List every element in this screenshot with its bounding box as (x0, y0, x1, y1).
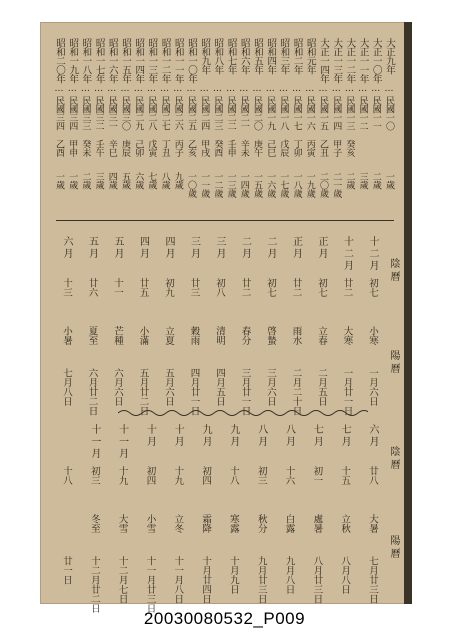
age-cell: 一歲 (67, 172, 78, 189)
age-cell: 六歲 (133, 172, 144, 189)
lunar-day: 十六 (283, 466, 295, 485)
leader-dots: … (80, 84, 91, 94)
solar-date: 十月九日 (227, 556, 239, 594)
month-label: 十一月 (88, 424, 100, 460)
lunar-day: 十一 (112, 278, 123, 297)
roc-year: 民國三二 壬午 (93, 96, 104, 157)
age-cell: 四歲 (106, 172, 117, 189)
solar-date: 十一月廿三日 (144, 556, 156, 613)
era-name: 大正一四年 (318, 38, 329, 83)
lunar-day: 十八 (61, 466, 72, 485)
side-label-solar-bottom: 陽曆 (388, 535, 399, 561)
wavy-divider (118, 408, 368, 418)
solar-term: 春分 (239, 326, 251, 345)
age-cell: 三歲 (93, 172, 104, 189)
month-label: 七月 (339, 424, 351, 448)
lunar-day: 初一 (311, 466, 323, 485)
era-name: 昭和一〇年 (186, 38, 197, 83)
lunar-day: 廿八 (367, 466, 378, 485)
leader-dots: … (106, 84, 117, 94)
roc-year: 民國一九 己巳 (265, 96, 276, 157)
era-name: 昭和一五年 (120, 38, 131, 83)
solar-date: 十一月八日 (172, 556, 184, 604)
era-name: 昭和一八年 (80, 38, 92, 83)
leader-dots: … (344, 84, 355, 94)
month-label: 四月 (163, 236, 174, 260)
age-cell: 一八歲 (291, 172, 302, 198)
month-label: 十二月 (367, 236, 378, 272)
roc-year: 民國一三 癸亥 (344, 96, 355, 157)
leader-dots: … (265, 84, 276, 94)
leader-dots: … (186, 84, 196, 94)
solar-term: 小暑 (61, 326, 72, 345)
leader-dots: … (146, 84, 157, 94)
solar-term: 小寒 (367, 326, 378, 345)
roc-year: 民國一六 丙寅 (304, 96, 315, 157)
leader-dots: … (252, 84, 262, 94)
roc-year: 民國三三 癸未 (80, 96, 91, 157)
era-table-divider (56, 220, 394, 221)
era-name: 昭和六年 (238, 38, 250, 74)
solar-term: 寒露 (227, 514, 239, 533)
roc-year: 民國一〇 (384, 96, 394, 130)
month-label: 七月 (311, 424, 323, 448)
solar-term: 芒種 (112, 326, 123, 345)
solar-term: 小雪 (144, 514, 156, 533)
lunar-day: 初七 (367, 278, 378, 297)
solar-term: 啓蟄 (265, 326, 276, 345)
era-name: 昭和一九年 (67, 38, 79, 83)
roc-year: 民國二四 甲戌 (199, 96, 210, 157)
era-name: 大正九年 (384, 38, 395, 74)
lunar-day: 十三 (61, 278, 72, 297)
solar-date: 七月八日 (61, 368, 72, 406)
lunar-day: 十九 (116, 466, 128, 485)
leader-dots: … (370, 84, 381, 94)
solar-term: 小滿 (137, 326, 149, 345)
month-label: 六月 (367, 424, 378, 448)
image-caption: 20030080532_P009 (143, 609, 306, 628)
month-label: 九月 (227, 424, 239, 448)
lunar-day: 初四 (200, 466, 212, 485)
roc-year: 民國一五 乙丑 (318, 96, 328, 157)
era-name: 大正一三年 (331, 38, 343, 83)
solar-term: 大暑 (367, 514, 378, 533)
solar-term: 立冬 (172, 514, 184, 533)
era-name: 昭和一六年 (106, 38, 118, 83)
age-cell: 一〇歲 (186, 172, 196, 198)
roc-year: 民國一七 丁卯 (291, 96, 302, 157)
leader-dots: … (384, 84, 394, 94)
solar-date: 四月五日 (214, 368, 225, 406)
month-label: 二月 (239, 236, 251, 260)
leader-dots: … (212, 84, 223, 94)
solar-date: 二月二十日 (290, 368, 302, 416)
month-label: 四月 (137, 236, 149, 260)
solar-date: 八月八日 (339, 556, 351, 594)
lunar-day: 初四 (144, 466, 156, 485)
lunar-day: 廿二 (290, 278, 302, 297)
solar-term: 立夏 (163, 326, 174, 345)
era-name: 昭和九年 (199, 38, 211, 74)
solar-term: 清明 (214, 326, 225, 345)
solar-date: 十月廿四日 (200, 556, 212, 604)
age-cell: 三歲 (357, 172, 368, 189)
lunar-day: 廿二 (239, 278, 251, 297)
month-label: 六月 (61, 236, 72, 260)
lunar-day: 廿五 (137, 278, 149, 297)
age-cell: 一一歲 (199, 172, 210, 198)
era-name: 昭和一七年 (93, 38, 105, 83)
roc-year: 民國一四 甲子 (331, 96, 342, 157)
age-cell: 二歲 (344, 172, 355, 189)
leader-dots: … (172, 84, 183, 94)
roc-year: 民國二五 乙亥 (186, 96, 196, 157)
month-label: 正月 (316, 236, 327, 260)
roc-year: 民國三四 乙酉 (54, 96, 64, 157)
lunar-day: 廿二 (341, 278, 353, 297)
age-cell: 一二歲 (212, 172, 223, 198)
roc-year: 民國二六 丙子 (172, 96, 183, 157)
solar-date: 五月六日 (163, 368, 174, 406)
solar-term: 秋分 (255, 514, 267, 533)
age-cell: 九歲 (172, 172, 183, 189)
era-name: 昭和一二年 (159, 38, 171, 83)
roc-year: 民國二三 癸酉 (212, 96, 223, 157)
roc-year: 民國二八 戊寅 (146, 96, 157, 157)
solar-date: 廿一日 (61, 556, 72, 585)
lunar-day: 廿六 (86, 278, 98, 297)
lunar-day: 十五 (339, 466, 351, 485)
roc-year: 民國一二 (357, 96, 368, 130)
leader-dots: … (318, 84, 328, 94)
leader-dots: … (357, 84, 368, 94)
month-label: 二月 (265, 236, 276, 260)
month-label: 三月 (214, 236, 225, 260)
solar-date: 六月六日 (112, 368, 123, 406)
solar-date: 七月廿三日 (367, 556, 378, 604)
era-name: 昭和七年 (225, 38, 237, 74)
month-label: 八月 (255, 424, 267, 448)
lunar-day: 初三 (88, 466, 100, 485)
age-cell: 一三歲 (225, 172, 236, 198)
solar-date: 一月廿一日 (341, 368, 353, 416)
era-name: 昭和二〇年 (54, 38, 65, 83)
solar-date: 三月廿一日 (239, 368, 251, 416)
solar-term: 夏至 (86, 326, 98, 345)
month-label: 十一月 (116, 424, 128, 460)
solar-term: 大雪 (116, 514, 128, 533)
era-name: 昭和四年 (265, 38, 277, 74)
lunar-day: 初八 (214, 278, 225, 297)
month-label: 十二月 (341, 236, 353, 272)
lunar-day: 初九 (163, 278, 174, 297)
age-cell: 二〇歲 (318, 172, 328, 198)
lunar-day: 十八 (227, 466, 239, 485)
roc-year: 民國二二 壬申 (225, 96, 236, 157)
era-name: 昭和三年 (278, 38, 290, 74)
lunar-day: 廿三 (188, 278, 200, 297)
month-label: 五月 (112, 236, 123, 260)
solar-date: 六月廿二日 (86, 368, 98, 416)
solar-term: 穀雨 (188, 326, 200, 345)
solar-term: 大寒 (341, 326, 353, 345)
month-label: 十月 (144, 424, 156, 448)
roc-year: 民國三四 甲申 (67, 96, 78, 157)
leader-dots: … (67, 84, 78, 94)
page-edge-shadow (404, 22, 412, 604)
roc-year: 民國一八 戊辰 (278, 96, 289, 157)
solar-date: 三月六日 (265, 368, 276, 406)
leader-dots: … (159, 84, 170, 94)
age-cell: 一歲 (54, 172, 64, 189)
roc-year: 民國三一 辛巳 (106, 96, 117, 157)
era-name: 昭和一四年 (133, 38, 145, 83)
age-cell: 一歲 (384, 172, 394, 189)
lunar-day: 十九 (172, 466, 184, 485)
roc-year: 民國二一 辛未 (238, 96, 249, 157)
era-name: 大正一一年 (357, 38, 369, 83)
roc-year: 民國二七 丁丑 (159, 96, 170, 157)
solar-date: 五月廿二日 (137, 368, 149, 416)
month-label: 五月 (86, 236, 98, 260)
leader-dots: … (304, 84, 315, 94)
side-label-lunar-bottom: 陰曆 (388, 446, 399, 472)
era-name: 昭和五年 (252, 38, 263, 74)
leader-dots: … (331, 84, 342, 94)
lunar-day: 初七 (265, 278, 276, 297)
solar-term: 冬至 (88, 514, 100, 533)
age-cell: 二一歲 (331, 172, 342, 198)
month-label: 八月 (283, 424, 295, 448)
era-name: 昭和八年 (212, 38, 224, 74)
era-name: 昭和二年 (291, 38, 303, 74)
era-name: 大正一二年 (344, 38, 356, 83)
month-label: 十月 (172, 424, 184, 448)
leader-dots: … (93, 84, 104, 94)
age-cell: 八歲 (159, 172, 170, 189)
leader-dots: … (238, 84, 249, 94)
roc-year: 民國三〇 庚辰 (120, 96, 130, 157)
solar-term: 雨水 (290, 326, 302, 345)
age-cell: 一九歲 (304, 172, 315, 198)
solar-date: 九月八日 (283, 556, 295, 594)
age-cell: 七歲 (146, 172, 157, 189)
month-label: 正月 (290, 236, 302, 260)
solar-term: 立春 (316, 326, 327, 345)
age-cell: 一七歲 (278, 172, 289, 198)
solar-date: 二月五日 (316, 368, 327, 406)
era-name: 大正一〇年 (370, 38, 382, 83)
leader-dots: … (54, 84, 64, 94)
era-name: 昭和元年 (304, 38, 316, 74)
lunar-day: 初三 (255, 466, 267, 485)
age-cell: 二歲 (370, 172, 381, 189)
month-label: 三月 (188, 236, 200, 260)
age-cell: 二歲 (80, 172, 91, 189)
roc-year: 民國一一 (370, 96, 381, 130)
roc-year: 民國二〇 庚午 (252, 96, 262, 157)
age-cell: 一四歲 (238, 172, 249, 198)
solar-term: 處暑 (311, 514, 323, 533)
leader-dots: … (225, 84, 236, 94)
leader-dots: … (120, 84, 130, 94)
solar-date: 一月六日 (367, 368, 378, 406)
leader-dots: … (278, 84, 289, 94)
age-cell: 一六歲 (265, 172, 276, 198)
solar-term: 立秋 (339, 514, 351, 533)
leader-dots: … (133, 84, 144, 94)
leader-dots: … (291, 84, 302, 94)
solar-date: 九月廿三日 (255, 556, 267, 604)
solar-term: 白露 (283, 514, 295, 533)
month-label: 九月 (200, 424, 212, 448)
solar-term: 霜降 (200, 514, 212, 533)
solar-date: 十二月七日 (116, 556, 128, 604)
solar-date: 八月廿三日 (311, 556, 323, 604)
solar-date: 四月廿一日 (188, 368, 200, 416)
leader-dots: … (199, 84, 210, 94)
age-cell: 五歲 (120, 172, 130, 189)
solar-date: 十二月廿二日 (88, 556, 100, 613)
age-cell: 一五歲 (252, 172, 262, 198)
era-name: 昭和一一年 (172, 38, 184, 83)
roc-year: 民國二九 己卯 (133, 96, 144, 157)
era-name: 昭和一三年 (146, 38, 158, 83)
side-label-lunar-top: 陰曆 (388, 258, 399, 284)
lunar-day: 初七 (316, 278, 327, 297)
side-label-solar-top: 陽曆 (388, 350, 399, 376)
